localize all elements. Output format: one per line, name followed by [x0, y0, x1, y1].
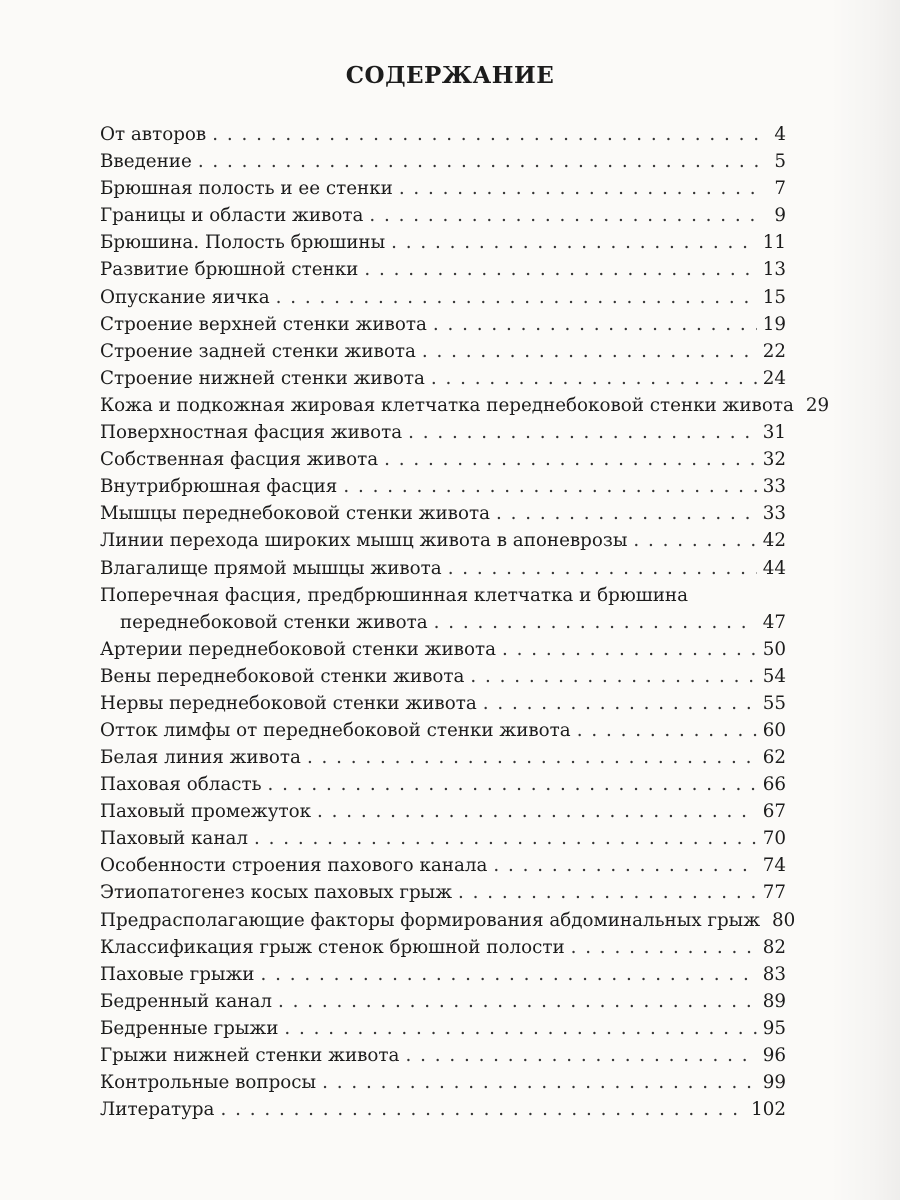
toc-entry-label: Белая линия живота [100, 746, 301, 768]
toc-entry[interactable] [100, 907, 796, 934]
toc-entry[interactable] [100, 365, 786, 392]
toc-entry[interactable] [100, 311, 786, 338]
toc-entry-label: Артерии переднебоковой стенки живота [100, 638, 496, 660]
toc-entry-label: Строение верхней стенки живота [100, 313, 427, 335]
toc-page-number: 80 [772, 909, 796, 931]
toc-page-number: 11 [762, 232, 786, 254]
toc-entry[interactable] [100, 446, 786, 473]
dot-leader [212, 121, 762, 148]
toc-entry[interactable] [100, 500, 786, 527]
toc-page-number: 95 [762, 1017, 786, 1039]
toc-page-number: 5 [774, 151, 786, 173]
toc-entry[interactable] [100, 988, 786, 1015]
toc-entry-label: Особенности строения пахового канала [100, 855, 488, 877]
toc-page-number: 31 [762, 422, 786, 444]
toc-page-number: 62 [762, 746, 786, 768]
dot-leader [369, 202, 762, 229]
dot-leader [254, 825, 757, 852]
dot-leader [431, 365, 757, 392]
toc-entry[interactable] [100, 771, 786, 798]
toc-entry-label: Линии перехода широких мышц живота в апоневрозы [100, 530, 628, 552]
toc-page-number: 60 [762, 719, 786, 741]
toc-entry-label: Классификация грыж стенок брюшной полости [100, 936, 565, 958]
toc-entry[interactable] [100, 1069, 786, 1096]
dot-leader [493, 852, 756, 879]
toc-entry[interactable] [100, 229, 786, 256]
toc-entry-label: Внутрибрюшная фасция [100, 476, 338, 498]
toc-entry-label: Нервы переднебоковой стенки живота [100, 692, 477, 714]
dot-leader [278, 988, 757, 1015]
toc-page-number: 33 [762, 503, 786, 525]
toc-entry-label: Паховый промежуток [100, 801, 312, 823]
dot-leader [434, 609, 757, 636]
toc-page-number: 99 [762, 1072, 786, 1094]
toc-entry-label: Развитие брюшной стенки [100, 259, 359, 281]
dot-leader [220, 1096, 745, 1123]
toc-entry-label: Предрасполагающие факторы формирования абдоминальных грыж [100, 909, 761, 931]
toc-entry-label: Контрольные вопросы [100, 1072, 317, 1094]
toc-entry-label: Паховые грыжи [100, 963, 255, 985]
toc-entry[interactable] [100, 717, 786, 744]
toc-entry-label: Отток лимфы от переднебоковой стенки живота [100, 719, 571, 741]
dot-leader [448, 555, 757, 582]
toc-entry-label: Этиопатогенез косых паховых грыж [100, 882, 453, 904]
toc-entry-label: Кожа и подкожная жировая клетчатка переднебоковой стенки живота [100, 394, 794, 416]
toc-page-number: 24 [762, 367, 786, 389]
toc-entry-label: Введение [100, 151, 192, 173]
dot-leader [470, 663, 756, 690]
toc-entry[interactable] [100, 256, 786, 283]
dot-leader [483, 690, 757, 717]
toc-entry[interactable] [100, 798, 786, 825]
toc-page-number: 29 [805, 394, 830, 416]
toc-page-number: 22 [762, 340, 786, 362]
toc-entry-label: Собственная фасция живота [100, 449, 379, 471]
dot-leader [284, 1015, 756, 1042]
toc-entry-label: Брюшина. Полость брюшины [100, 232, 386, 254]
toc-entry-label-continued: переднебоковой стенки живота [120, 611, 428, 633]
toc-entry[interactable] [100, 392, 830, 419]
dot-leader [577, 717, 757, 744]
toc-page-number: 15 [762, 286, 786, 308]
toc-entry-label: Мышцы переднебоковой стенки живота [100, 503, 490, 525]
toc-entry-label: Бедренный канал [100, 990, 272, 1012]
toc-entry[interactable] [100, 555, 786, 582]
toc-entry[interactable] [100, 527, 786, 554]
toc-page-number: 32 [762, 449, 786, 471]
toc-entry[interactable] [100, 148, 786, 175]
toc-entry-label: Влагалище прямой мышцы живота [100, 557, 442, 579]
toc-entry[interactable] [100, 202, 786, 229]
dot-leader [276, 284, 757, 311]
toc-page-number: 47 [762, 611, 786, 633]
toc-page-number: 74 [762, 855, 786, 877]
toc-entry[interactable] [100, 1096, 786, 1123]
toc-page-number: 89 [762, 990, 786, 1012]
dot-leader [364, 256, 756, 283]
toc-entry[interactable] [100, 961, 786, 988]
toc-page-number: 54 [762, 665, 786, 687]
dot-leader [322, 1069, 757, 1096]
dot-leader [433, 311, 757, 338]
toc-page-number: 55 [762, 692, 786, 714]
toc-entry[interactable] [100, 473, 786, 500]
dot-leader [391, 229, 757, 256]
toc-entry[interactable] [100, 825, 786, 852]
toc-entry[interactable] [100, 934, 786, 961]
dot-leader [268, 771, 757, 798]
dot-leader [496, 500, 757, 527]
toc-entry-label: Опускание яичка [100, 286, 270, 308]
toc-page-number: 9 [774, 205, 786, 227]
toc-entry-label: Поперечная фасция, предбрюшинная клетчатка и брюшина [100, 584, 688, 606]
toc-entry-label: Строение нижней стенки живота [100, 367, 425, 389]
toc-entry-label: Вены переднебоковой стенки живота [100, 665, 465, 687]
toc-entry[interactable] [100, 690, 786, 717]
toc-entry[interactable] [100, 175, 786, 202]
toc-page-number: 67 [762, 801, 786, 823]
toc-entry[interactable] [100, 1042, 786, 1069]
toc-entry-label: Грыжи нижней стенки живота [100, 1045, 400, 1066]
table-of-contents [100, 121, 830, 1123]
toc-entry-label: Строение задней стенки живота [100, 340, 416, 362]
dot-leader [405, 1042, 756, 1069]
dot-leader [408, 419, 757, 446]
toc-page-number: 42 [762, 530, 786, 552]
toc-entry[interactable] [100, 852, 786, 879]
toc-page-number: 77 [762, 882, 786, 904]
toc-entry-label: Паховая область [100, 774, 262, 796]
toc-entry-label: Паховый канал [100, 828, 249, 850]
dot-leader [343, 473, 756, 500]
dot-leader [260, 961, 756, 988]
toc-entry-label: От авторов [100, 124, 207, 145]
dot-leader [198, 148, 762, 175]
dot-leader [458, 879, 757, 906]
toc-entry[interactable] [100, 879, 786, 906]
toc-page-number: 82 [762, 936, 786, 958]
toc-page-number: 66 [762, 774, 786, 796]
toc-entry-label: Литература [100, 1099, 215, 1121]
toc-entry[interactable] [100, 284, 786, 311]
dot-leader [502, 636, 757, 663]
toc-page-number: 44 [762, 557, 786, 579]
toc-entry[interactable] [100, 121, 786, 148]
toc-entry[interactable] [100, 338, 786, 365]
toc-entry-label: Границы и области живота [100, 205, 364, 227]
toc-entry[interactable] [100, 744, 786, 771]
dot-leader [571, 934, 757, 961]
toc-entry[interactable] [100, 582, 786, 636]
toc-page-number: 50 [762, 638, 786, 660]
dot-leader [307, 744, 757, 771]
page-title: СОДЕРЖАНИЕ [345, 62, 555, 89]
page-edge-shadow [830, 0, 900, 1200]
toc-page-number: 33 [762, 476, 786, 498]
dot-leader [633, 527, 756, 554]
toc-page-number: 19 [762, 313, 786, 335]
toc-page-number: 4 [774, 124, 786, 145]
toc-entry-label: Бедренные грыжи [100, 1017, 279, 1039]
toc-entry[interactable] [100, 636, 786, 663]
toc-page-number: 102 [751, 1099, 786, 1121]
dot-leader [384, 446, 757, 473]
toc-entry[interactable] [100, 663, 786, 690]
toc-page-number: 96 [762, 1045, 786, 1066]
toc-page-number: 70 [762, 828, 786, 850]
dot-leader [399, 175, 762, 202]
dot-leader [317, 798, 757, 825]
toc-entry-label: Поверхностная фасция живота [100, 422, 403, 444]
toc-entry[interactable] [100, 419, 786, 446]
dot-leader [422, 338, 757, 365]
toc-entry[interactable] [100, 1015, 786, 1042]
toc-page-number: 7 [774, 178, 786, 200]
toc-page-number: 13 [762, 259, 786, 281]
toc-page-number: 83 [762, 963, 786, 985]
toc-entry-label: Брюшная полость и ее стенки [100, 178, 393, 200]
